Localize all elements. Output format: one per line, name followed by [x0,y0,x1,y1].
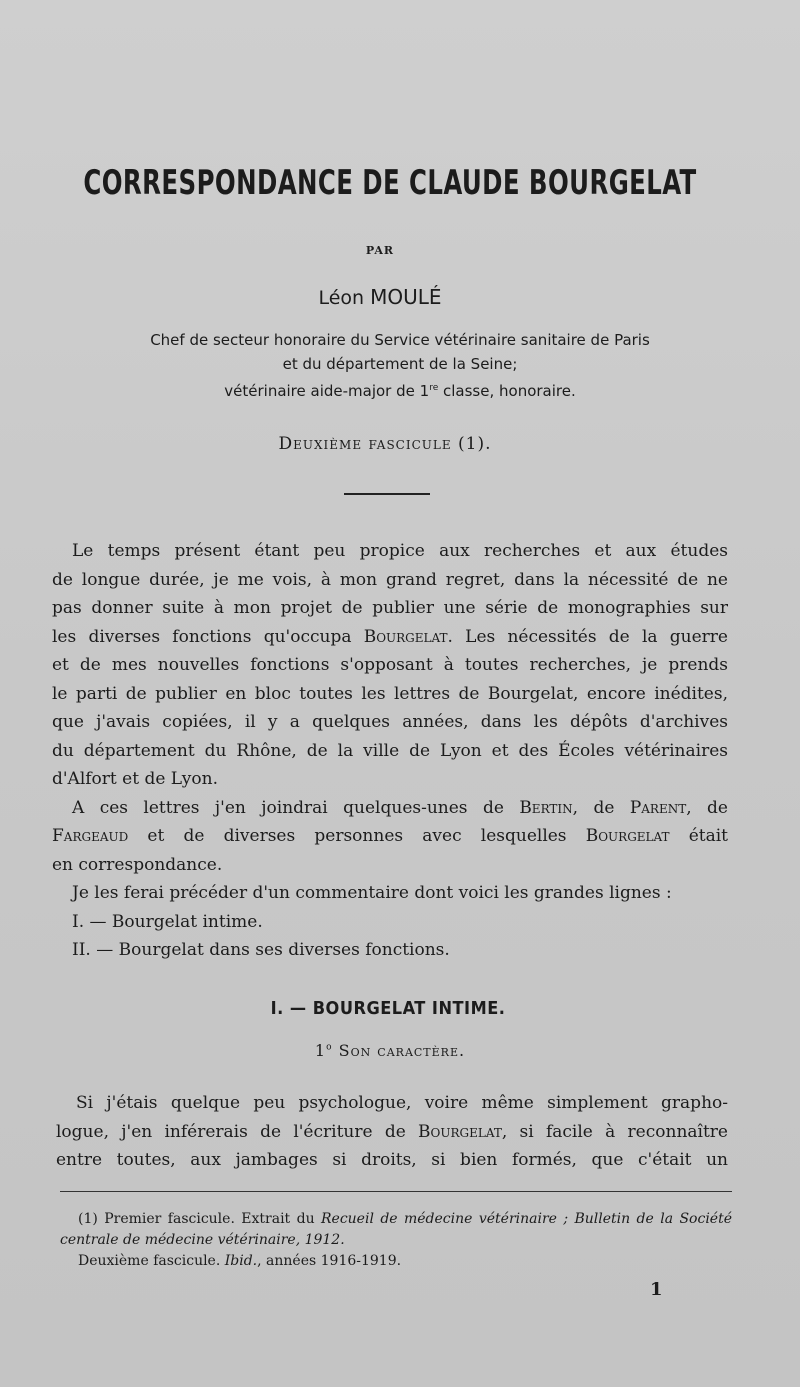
text-line: de longue durée, je me vois, à mon grand regret, dans la nécessité de ne [52,569,728,590]
text-span: , si facile à reconnaître [501,1121,728,1142]
text-line: du département du Rhône, de la ville de Lyon et des Écoles vétérinaires [52,740,728,761]
paragraph-3: Je les ferai précéder d'un commentaire dont voici les grandes lignes : [72,883,672,903]
author-affiliation [60,328,740,403]
text-span: était [669,826,728,846]
text-line: que j'avais copiées, il y a quelques années, dans les dépôts d'archives [52,712,728,732]
paragraph-1 [52,537,728,794]
subsection-label: Son caractère. [332,1041,466,1060]
paragraph-2 [52,794,728,880]
section-heading: I. — BOURGELAT INTIME. [270,998,506,1019]
text-line: pas donner suite à mon projet de publier une série de monographies sur [52,598,728,618]
author-first-name: Léon [318,287,365,309]
text-span: . Les nécessités de la guerre [447,626,728,647]
outline-item-1: I. — Bourgelat intime. [72,911,263,932]
section-body [56,1089,728,1175]
text-span: et de diverses personnes avec lesquelles [128,826,586,846]
text-line: et de mes nouvelles fonctions s'opposant à toutes recherches, je prends [52,655,728,675]
footnote-citation: Ibid. [224,1253,258,1269]
text-span: A ces lettres j'en joindrai quelques-unes de [72,797,520,818]
name-bourgelat: Bourgelat [363,626,448,647]
text-span: , de [686,797,728,818]
name-bertin: Bertin [519,797,573,818]
footnote-1 [60,1209,732,1251]
text-line: d'Alfort et de Lyon. [52,769,218,789]
article-title: CORRESPONDANCE DE CLAUDE BOURGELAT [83,163,697,203]
affiliation-line-1: Chef de secteur honoraire du Service vétérinaire sanitaire de Paris [150,331,650,349]
author-last-name: MOULÉ [370,285,442,309]
name-bourgelat: Bourgelat [418,1121,502,1142]
page-number: 1 [650,1279,663,1300]
footnote-citation: Recueil de médecine vétérinaire ; Bulletin de la Société centrale de médecine vétérinaire, 1912. [60,1211,732,1248]
footnote-2 [60,1251,732,1272]
text-span: logue, j'en inférerais de l'écriture de [56,1121,419,1142]
by-line-par: PAR [365,244,395,257]
text-line [52,623,728,652]
text-line: le parti de publier en bloc toutes les lettres de Bourgelat, encore inédites, [52,683,728,704]
name-fargeaud: Fargeaud [52,826,129,846]
text-line: Le temps présent étant peu propice aux recherches et aux études [72,541,728,561]
text-line: Si j'étais quelque peu psychologue, voire même simplement grapho- [76,1093,728,1113]
affiliation-line-3-start: vétérinaire aide-major de 1 [224,382,430,400]
intro-body [52,537,728,965]
subsection-number: 1 [314,1041,327,1060]
footnote-text: (1) Premier fascicule. Extrait du [78,1211,321,1227]
affiliation-line-3 [60,376,740,403]
fascicule-heading: Deuxième fascicule (1). [278,434,492,454]
text-line [52,794,728,823]
footnote-text: , années 1916-1919. [257,1253,402,1269]
footnote-text: Deuxième fascicule. [78,1253,225,1269]
name-parent: Parent [629,797,687,818]
outline-item-2: II. — Bourgelat dans ses diverses fonctions. [72,940,450,960]
title-divider [344,493,430,495]
author-name [0,285,760,309]
text-line: en correspondance. [52,854,223,875]
text-span: , de [572,797,630,818]
subsection-heading [0,1041,780,1060]
text-line [56,1118,728,1147]
affiliation-line-3-end: classe, honoraire. [438,382,576,400]
text-line [52,822,728,851]
footnote-divider [60,1191,732,1192]
subsection-superscript: o [326,1042,333,1053]
affiliation-superscript: re [429,383,439,393]
text-line: entre toutes, aux jambages si droits, si bien formés, que c'était un [56,1150,728,1170]
text-span: les diverses fonctions qu'occupa [52,626,364,647]
footnotes [60,1209,732,1272]
affiliation-line-2: et du département de la Seine; [282,355,518,373]
name-bourgelat: Bourgelat [585,826,670,846]
